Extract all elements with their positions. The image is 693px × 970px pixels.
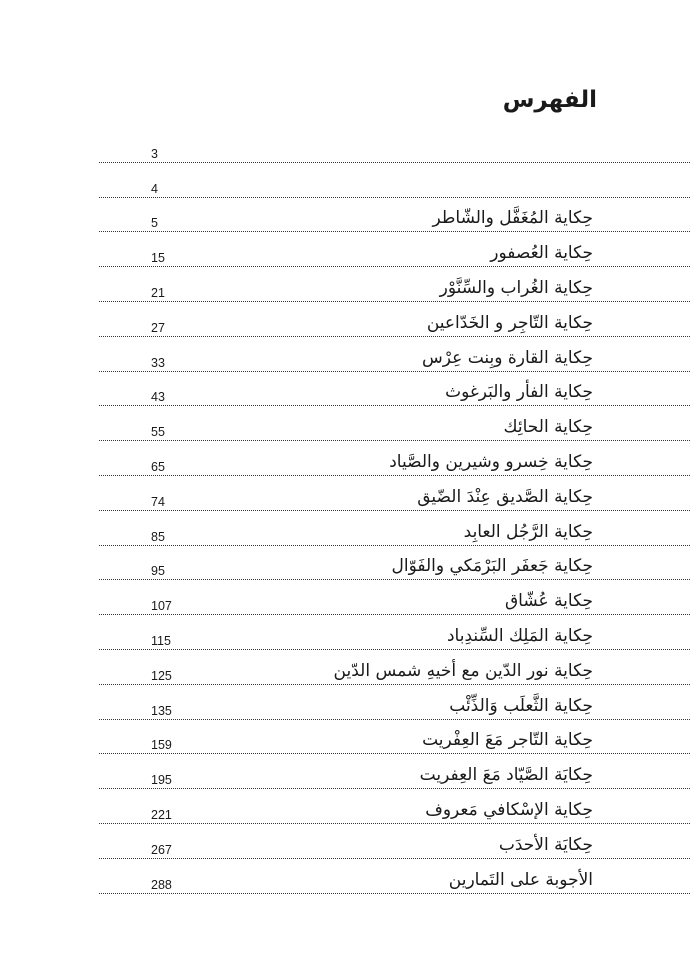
toc-entry (99, 406, 690, 441)
toc-entry-page: 43 (151, 390, 165, 405)
table-of-contents (99, 128, 690, 894)
toc-entry (99, 650, 690, 685)
toc-entry (99, 198, 690, 233)
toc-entry-page: 195 (151, 773, 172, 788)
toc-entry (99, 546, 690, 581)
toc-entry-page: 27 (151, 320, 165, 335)
toc-entry-page: 5 (151, 216, 158, 231)
toc-entry (99, 337, 690, 372)
toc-entry-title: حِكاية العُصفور (490, 243, 593, 264)
toc-entry (99, 580, 690, 615)
toc-entry-title: حِكاية التّاجر مَعَ العِفْريت (422, 730, 593, 751)
toc-entry-title: حِكاية الرَّجُل العابِد (463, 521, 593, 542)
toc-entry (99, 163, 690, 198)
toc-entry (99, 476, 690, 511)
toc-entry (99, 859, 690, 894)
toc-entry (99, 615, 690, 650)
toc-entry-page: 135 (151, 703, 172, 718)
toc-entry (99, 685, 690, 720)
toc-entry-page: 33 (151, 355, 165, 370)
toc-entry-page: 15 (151, 251, 165, 266)
toc-entry (99, 824, 690, 859)
toc-entry-title: حِكاية المُغَفَّل والشّاطر (432, 208, 593, 229)
toc-entry-page: 125 (151, 668, 172, 683)
toc-entry-page: 21 (151, 285, 165, 300)
toc-entry (99, 511, 690, 546)
toc-entry (99, 302, 690, 337)
toc-entry-title: حِكاية نور الدّين مع أخيهِ شمس الدّين (333, 660, 593, 681)
toc-entry-title: حِكاية جَعفَر البَرْمَكي والفَوّال (391, 556, 593, 577)
toc-entry (99, 128, 690, 163)
toc-entry-page: 288 (151, 877, 172, 892)
toc-entry-title: حِكاية الإسْكافي مَعروف (425, 799, 593, 820)
toc-entry-page: 85 (151, 529, 165, 544)
toc-entry-page: 221 (151, 807, 172, 822)
toc-entry-page: 159 (151, 738, 172, 753)
toc-entry-title: حِكاية الثَّعلَب وَالذِّئْب (449, 695, 593, 716)
toc-entry (99, 789, 690, 824)
toc-entry (99, 720, 690, 755)
toc-entry-page: 74 (151, 494, 165, 509)
toc-entry-title: حِكاية المَلِك السِّندِباد (446, 625, 593, 646)
toc-entry-title: حِكاية عُشّاق (504, 591, 593, 612)
toc-entry-title: حِكاية القارة وبِنت عِرْس (422, 347, 593, 368)
toc-entry-title: حِكاية التّاجِر و الخَدّاعين (426, 312, 593, 333)
toc-entry-title: حِكاية الغُراب والسِّنَّوْر (439, 277, 593, 298)
toc-entry-title: حِكاية خِسرو وشيرين والصَّياد (389, 451, 593, 472)
toc-entry-page: 107 (151, 599, 172, 614)
toc-entry-page: 3 (151, 146, 158, 161)
toc-entry-title: حِكاية الحائِك (503, 417, 593, 438)
toc-entry-title: حِكايَة الصَّيّاد مَعَ العِفريت (419, 765, 593, 786)
toc-entry-page: 55 (151, 425, 165, 440)
toc-entry-title: حِكايَة الأحدَب (498, 834, 593, 855)
toc-entry (99, 754, 690, 789)
toc-entry-title: الأجوبة على التَمارين (448, 869, 593, 890)
toc-entry-page: 267 (151, 842, 172, 857)
toc-entry (99, 441, 690, 476)
toc-entry-page: 95 (151, 564, 165, 579)
toc-entry (99, 372, 690, 407)
toc-entry-page: 4 (151, 181, 158, 196)
toc-entry-title: حِكاية الصَّديق عِنْدَ الضّيق (417, 486, 593, 507)
toc-entry (99, 267, 690, 302)
page-title: الفهرس (502, 87, 597, 113)
toc-entry-page: 65 (151, 459, 165, 474)
toc-entry-page: 115 (151, 633, 171, 648)
toc-entry-title: حِكاية الفأر والبَرغوث (445, 382, 593, 403)
toc-entry (99, 232, 690, 267)
